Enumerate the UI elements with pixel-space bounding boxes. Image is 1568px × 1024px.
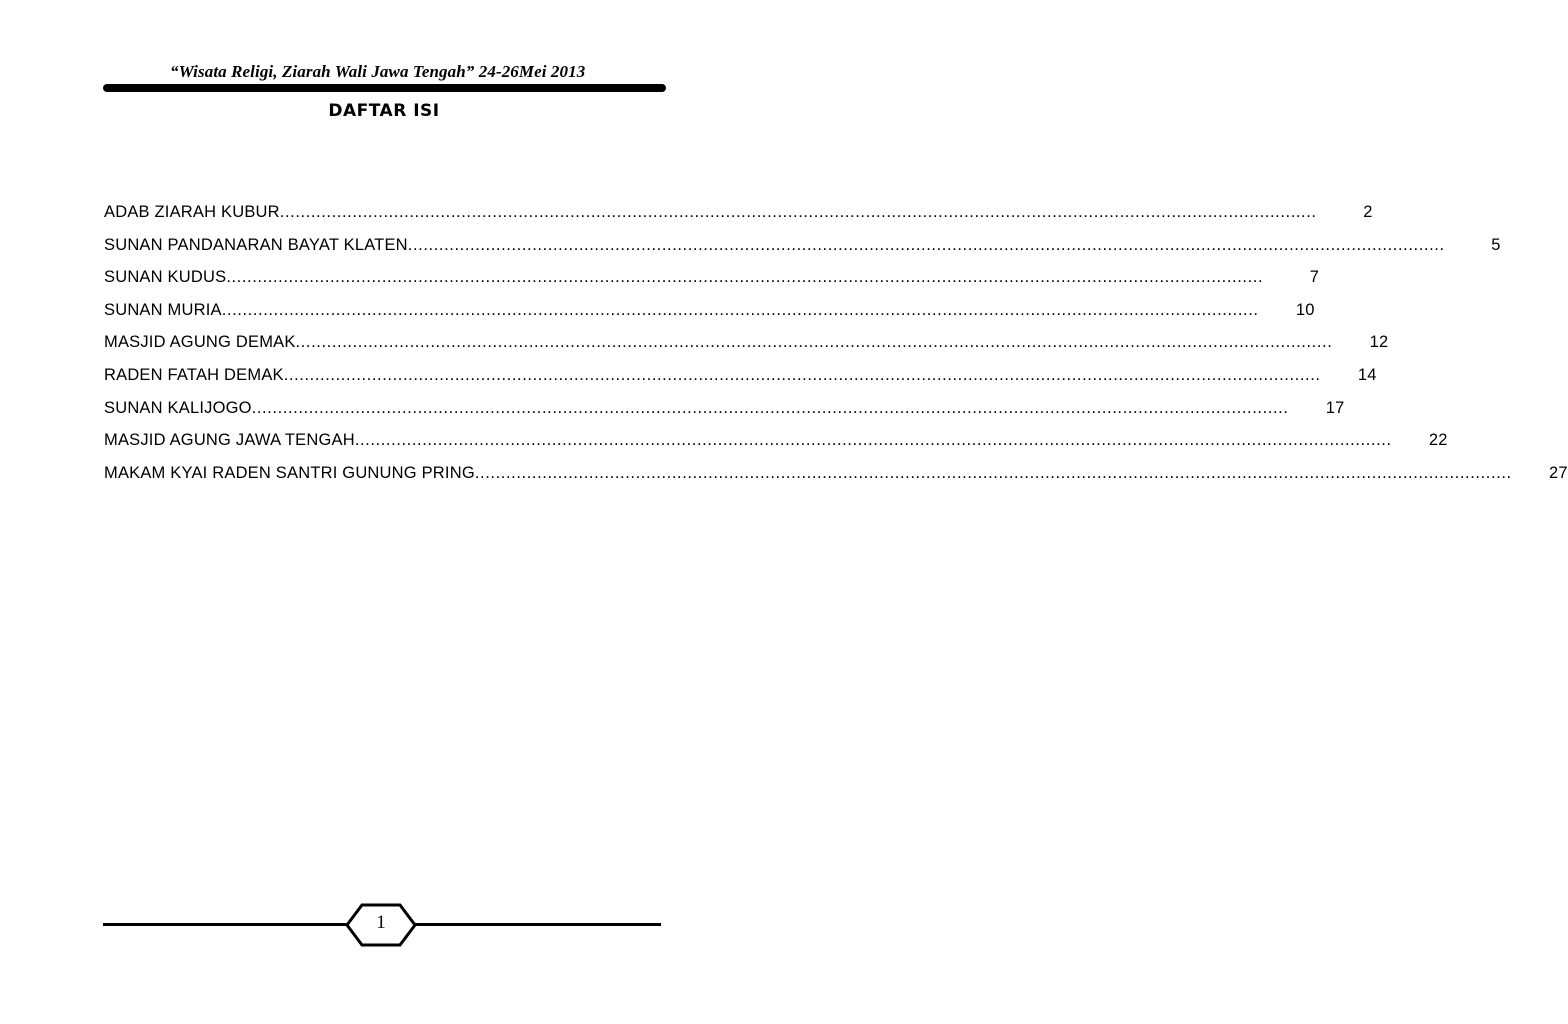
toc-entry[interactable] — [104, 268, 1320, 301]
toc-page-number: 2 — [1363, 203, 1373, 221]
toc-entry-title: ADAB ZIARAH KUBUR — [104, 203, 280, 221]
toc-dot-leader: ........................................................................................................................................................................................................ — [354, 431, 1392, 450]
toc-entry[interactable] — [104, 203, 1373, 236]
toc-dot-leader: ........................................................................................................................................................................................................ — [295, 333, 1333, 352]
toc-entry-title: SUNAN PANDANARAN BAYAT KLATEN — [104, 235, 408, 254]
toc-page-number: 7 — [1309, 268, 1320, 287]
page-number: 1 — [376, 912, 386, 933]
toc-entry[interactable] — [104, 333, 1389, 366]
toc-page-number: 27 — [1548, 463, 1568, 482]
toc-entry-title: SUNAN KALIJOGO — [104, 398, 252, 417]
toc-entry[interactable] — [104, 365, 1377, 399]
toc-page-number: 5 — [1491, 235, 1501, 254]
toc-entry-title: SUNAN KUDUS — [104, 268, 227, 287]
toc-entry[interactable] — [104, 463, 1568, 497]
toc-entry-title: MASJID AGUNG DEMAK — [104, 333, 296, 352]
toc-dot-leader: ........................................................................................................................................................................................................ — [474, 463, 1512, 482]
toc-page-number: 14 — [1357, 365, 1377, 384]
running-header-title: “Wisata Religi, Ziarah Wali Jawa Tengah” 24-26Mei 2013 — [170, 62, 586, 81]
toc-dot-leader: ........................................................................................................................................................................................................ — [226, 268, 1264, 287]
toc-entry-title: MAKAM KYAI RADEN SANTRI GUNUNG PRING — [104, 463, 475, 482]
toc-entry-title: RADEN FATAH DEMAK — [104, 365, 284, 384]
toc-dot-leader: ........................................................................................................................................................................................................ — [221, 300, 1259, 319]
toc-entry[interactable] — [104, 431, 1448, 464]
table-of-contents — [104, 203, 1568, 496]
footer-rule-left — [103, 923, 348, 926]
toc-dot-leader: ........................................................................................................................................................................................................ — [283, 365, 1321, 384]
toc-entry[interactable] — [104, 300, 1315, 334]
footer-rule-right — [415, 923, 661, 926]
toc-page-number: 22 — [1428, 431, 1448, 450]
toc-page-number: 12 — [1369, 333, 1389, 352]
toc-entry-title: SUNAN MURIA — [104, 300, 222, 319]
toc-entry[interactable] — [104, 398, 1345, 432]
header-rule — [103, 84, 666, 92]
toc-page-number: 17 — [1325, 398, 1345, 417]
toc-entry-title: MASJID AGUNG JAWA TENGAH — [104, 431, 355, 450]
toc-dot-leader: ........................................................................................................................................................................................................ — [279, 203, 1317, 221]
toc-entry[interactable] — [104, 235, 1501, 269]
toc-dot-leader: ........................................................................................................................................................................................................ — [251, 398, 1289, 417]
toc-dot-leader: ........................................................................................................................................................................................................ — [407, 235, 1445, 254]
toc-page-number: 10 — [1295, 300, 1315, 319]
page-title: DAFTAR ISI — [328, 101, 440, 121]
